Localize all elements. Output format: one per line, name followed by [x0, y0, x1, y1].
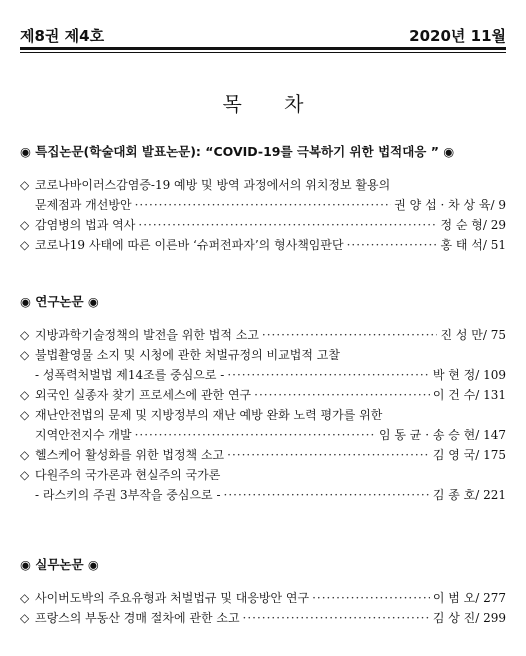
publication-date: 2020년 11월: [409, 27, 506, 45]
toc-entry[interactable]: [20, 235, 506, 255]
toc-entry-line: [20, 385, 506, 405]
toc-entry-line: [20, 235, 506, 255]
header-rule-thick: [20, 47, 506, 50]
toc-title: 목 차: [222, 92, 322, 116]
dot-leader: [224, 485, 430, 505]
dot-leader: [347, 235, 438, 255]
dot-leader: [138, 215, 437, 235]
entry-title: 감염병의 법과 역사: [35, 218, 136, 232]
toc-entry-line: [20, 405, 506, 425]
entry-title: 헬스케어 활성화를 위한 법정책 소고: [35, 448, 225, 462]
diamond-bullet-icon: ◇: [20, 238, 30, 252]
toc-entry[interactable]: [20, 608, 506, 628]
toc-entry-line: [20, 485, 506, 505]
entry-title: 외국인 실종자 찾기 프로세스에 관한 연구: [35, 388, 252, 402]
entry-title: - 라스키의 주권 3부작을 중심으로 -: [35, 488, 221, 502]
entry-title: 코로나19 사태에 따른 이른바 ‘슈퍼전파자’의 형사책임판단: [35, 238, 344, 252]
entry-title: 지역안전지수 개발: [35, 428, 132, 442]
toc-entry-line: [20, 465, 506, 485]
toc-entry[interactable]: [20, 385, 506, 405]
dot-leader: [135, 195, 392, 215]
entry-author-page: 임 동 균 · 송 승 현/ 147: [378, 428, 506, 442]
header-rule-thin: [20, 52, 506, 53]
volume-issue: 제8권 제4호: [20, 27, 105, 45]
toc-entry[interactable]: [20, 325, 506, 345]
toc-entry[interactable]: [20, 465, 506, 505]
dot-leader: [227, 365, 429, 385]
entry-title: 다원주의 국가론과 현실주의 국가론: [35, 468, 221, 482]
entry-author-page: 권 양 섭 · 차 상 육/ 9: [394, 198, 506, 212]
entry-author-page: 김 상 진/ 299: [432, 611, 506, 625]
entry-author-page: 김 종 호/ 221: [432, 488, 506, 502]
entry-title: 사이버도박의 주요유형과 처벌법규 및 대응방안 연구: [35, 591, 310, 605]
entry-title: - 성폭력처벌법 제14조를 중심으로 -: [35, 368, 225, 382]
section-special: [20, 143, 506, 255]
toc-entry-list: [20, 175, 506, 255]
toc-entry-line: [20, 445, 506, 465]
entry-author-page: 박 현 정/ 109: [432, 368, 506, 382]
toc-entry-line: [20, 325, 506, 345]
section-heading: ◉ 실무논문 ◉: [20, 557, 99, 572]
toc-entry[interactable]: [20, 405, 506, 445]
toc-entry[interactable]: [20, 445, 506, 465]
diamond-bullet-icon: ◇: [20, 611, 30, 625]
toc-entry[interactable]: [20, 215, 506, 235]
entry-title: 문제점과 개선방안: [35, 198, 132, 212]
journal-header: [20, 20, 506, 46]
entry-author-page: 정 순 형/ 29: [440, 218, 506, 232]
diamond-bullet-icon: ◇: [20, 591, 30, 605]
toc-entry-line: [20, 215, 506, 235]
diamond-bullet-icon: ◇: [20, 448, 30, 462]
section-heading: ◉ 연구논문 ◉: [20, 294, 99, 309]
toc-entry-line: [20, 195, 506, 215]
entry-author-page: 이 범 오/ 277: [432, 591, 506, 605]
diamond-bullet-icon: ◇: [20, 468, 30, 482]
toc-entry-line: [20, 365, 506, 385]
toc-entry[interactable]: [20, 175, 506, 215]
toc-entry-line: [20, 608, 506, 628]
entry-author-page: 홍 태 석/ 51: [440, 238, 506, 252]
section-research: [20, 293, 506, 505]
dot-leader: [262, 325, 438, 345]
entry-title: 코로나바이러스감염증-19 예방 및 방역 과정에서의 위치정보 활용의: [35, 178, 391, 192]
section-practice: [20, 556, 506, 628]
dot-leader: [254, 385, 430, 405]
entry-title: 재난안전법의 문제 및 지방정부의 재난 예방 완화 노력 평가를 위한: [35, 408, 383, 422]
diamond-bullet-icon: ◇: [20, 178, 30, 192]
entry-title: 불법촬영물 소지 및 시청에 관한 처벌규정의 비교법적 고찰: [35, 348, 340, 362]
entry-author-page: 진 성 만/ 75: [440, 328, 506, 342]
toc-entry-list: [20, 588, 506, 628]
entry-author-page: 김 영 국/ 175: [432, 448, 506, 462]
diamond-bullet-icon: ◇: [20, 328, 30, 342]
toc-entry[interactable]: [20, 588, 506, 608]
toc-entry-line: [20, 345, 506, 365]
entry-title: 지방과학기술정책의 발전을 위한 법적 소고: [35, 328, 259, 342]
toc-entry-line: [20, 425, 506, 445]
dot-leader: [227, 445, 430, 465]
diamond-bullet-icon: ◇: [20, 408, 30, 422]
toc-entry-line: [20, 175, 506, 195]
dot-leader: [135, 425, 376, 445]
section-heading: ◉ 특집논문(학술대회 발표논문): “COVID-19를 극복하기 위한 법적대응 ” ◉: [20, 144, 455, 159]
diamond-bullet-icon: ◇: [20, 348, 30, 362]
entry-title: 프랑스의 부동산 경매 절차에 관한 소고: [35, 611, 240, 625]
diamond-bullet-icon: ◇: [20, 388, 30, 402]
diamond-bullet-icon: ◇: [20, 218, 30, 232]
toc-entry[interactable]: [20, 345, 506, 385]
toc-entry-line: [20, 588, 506, 608]
dot-leader: [243, 608, 430, 628]
dot-leader: [312, 588, 430, 608]
toc-entry-list: [20, 325, 506, 505]
entry-author-page: 이 건 수/ 131: [432, 388, 506, 402]
